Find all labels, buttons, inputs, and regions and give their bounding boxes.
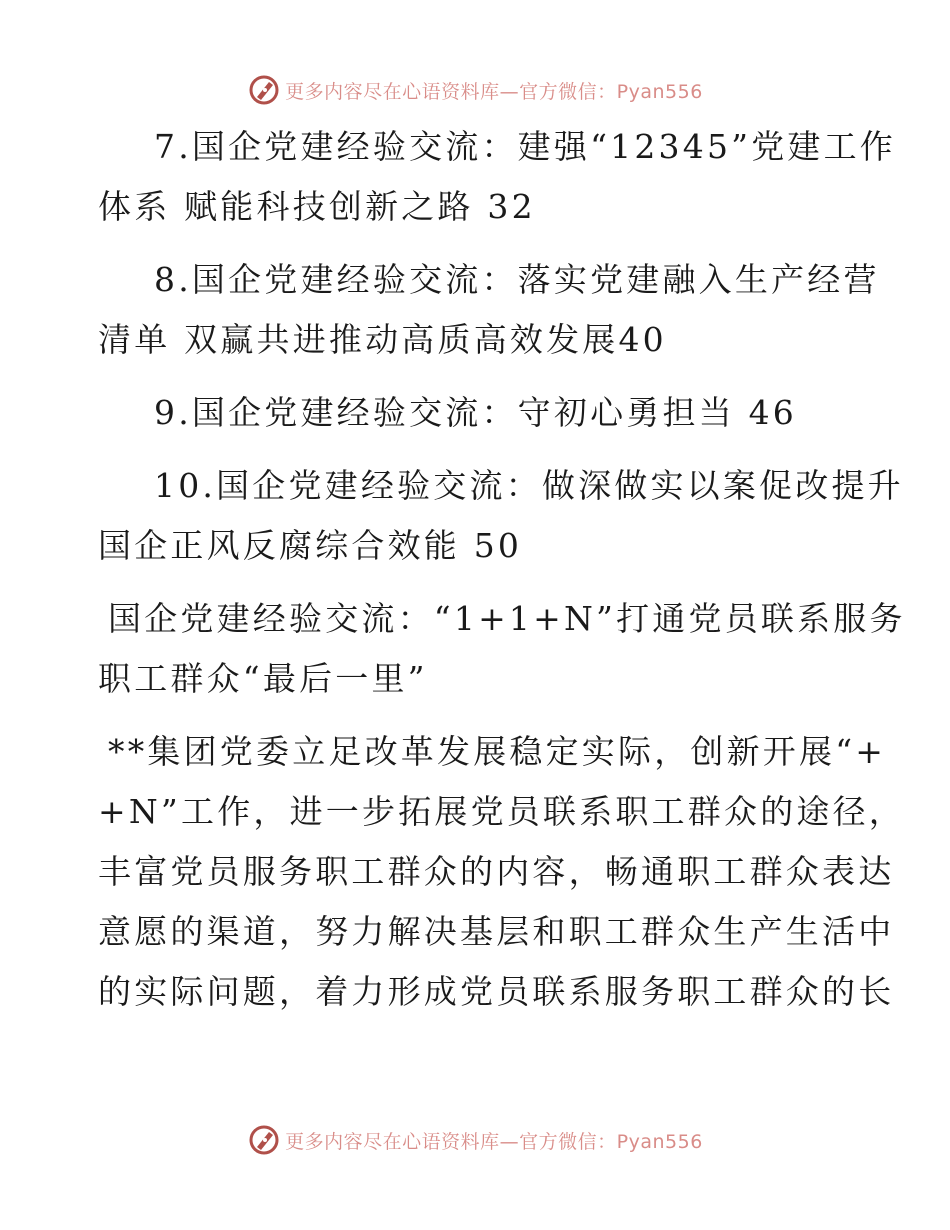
pen-nib-circle-icon [247,1123,281,1157]
document-body [98,117,906,1022]
watermark-text: 更多内容尽在心语资料库—官方微信：Pyan556 [285,1130,703,1153]
article-title-line: 国企党建经验交流：“1+1+N”打通党员联系服务 [108,599,906,638]
toc-entry-line: 体系 赋能科技创新之路 32 [98,187,536,226]
paragraph-line: 丰富党员服务职工群众的内容，畅通职工群众表达 [98,852,895,891]
toc-entry-line: 8.国企党建经验交流：落实党建融入生产经营 [154,260,880,299]
article-paragraph [98,722,905,1022]
toc-entry [98,383,858,443]
header-watermark [0,70,950,110]
toc-entry-line: 10.国企党建经验交流：做深做实以案促改提升 [154,466,904,505]
article-title [98,589,906,709]
article-title-line: 职工群众“最后一里” [98,659,428,698]
toc-entry-line: 7.国企党建经验交流：建强“12345”党建工作 [154,127,897,166]
paragraph-line: +N”工作，进一步拓展党员联系职工群众的途径， [98,792,905,831]
paragraph-line: 的实际问题，着力形成党员联系服务职工群众的长 [98,972,895,1011]
toc-entry-line: 9.国企党建经验交流：守初心勇担当 46 [154,393,797,432]
watermark-text: 更多内容尽在心语资料库—官方微信：Pyan556 [285,80,703,103]
paragraph-line: **集团党委立足改革发展稳定实际，创新开展“+ [108,732,887,771]
toc-entry-line: 清单 双赢共进推动高质高效发展40 [98,320,667,359]
pen-nib-circle-icon [247,73,281,107]
toc-entry-line: 国企正风反腐综合效能 50 [98,526,523,565]
toc-entry [98,250,880,370]
paragraph-line: 意愿的渠道，努力解决基层和职工群众生产生活中 [98,912,895,951]
toc-entry [98,117,897,237]
toc-entry [98,456,904,576]
footer-watermark [0,1120,950,1160]
